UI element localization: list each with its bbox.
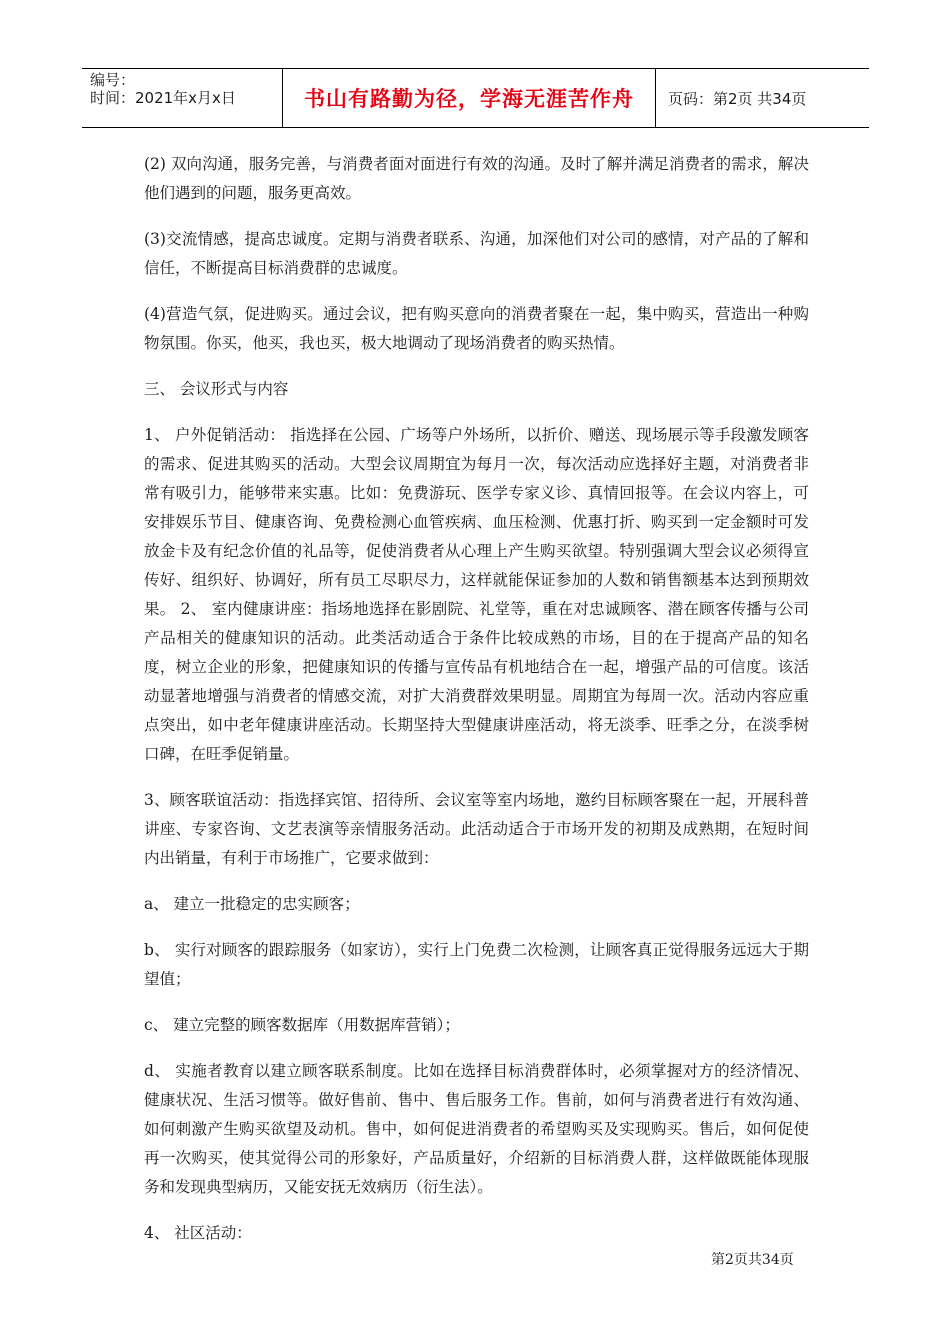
list-item: b、 实行对顾客的跟踪服务（如家访），实行上门免费二次检测，让顾客真正觉得服务远远大于期望值； <box>144 941 809 988</box>
paragraph: 4、 社区活动： <box>144 1224 252 1242</box>
page-header <box>82 68 869 128</box>
list-item: d、 实施者教育以建立顾客联系制度。比如在选择目标消费群体时，必须掌握对方的经济情况、健康状况、生活习惯等。做好售前、售中、售后服务工作。售前，如何与消费者进行有效沟通、如何刺激产生购买欲望及动机。售中，如何促进消费者的希望购买及实现购买。售后，如何促使再一次购买，使其觉得公司的形象好，产品质量好，介绍新的目标消费人群，这样做既能体现服务和发现典型病历，又能安抚无效病历（衍生法）。 <box>144 1062 809 1196</box>
paragraph: (3)交流情感，提高忠诚度。定期与消费者联系、沟通，加深他们对公司的感情，对产品的了解和信任，不断提高目标消费群的忠诚度。 <box>144 230 809 277</box>
list-item: a、 建立一批稳定的忠实顾客； <box>144 895 360 913</box>
document-date-label: 时间：2021年x月x日 <box>90 89 236 107</box>
document-number-label: 编号： <box>90 71 136 89</box>
document-body <box>144 150 809 1265</box>
paragraph: 1、 户外促销活动： 指选择在公园、广场等户外场所，以折价、赠送、现场展示等手段激发顾客的需求、促进其购买的活动。大型会议周期宜为每月一次，每次活动应选择好主题，对消费者非常有吸引力，能够带来实惠。比如：免费游玩、医学专家义诊、真情回报等。在会议内容上，可安排娱乐节目、健康咨询、免费检测心血管疾病、血压检测、优惠打折、购买到一定金额时可发放金卡及有纪念价值的礼品等，促使消费者从心理上产生购买欲望。特别强调大型会议必须得宣传好、组织好、协调好，所有员工尽职尽力，这样就能保证参加的人数和销售额基本达到预期效果。 2、 室内健康讲座：指场地选择在影剧院、礼堂等，重在对忠诚顾客、潜在顾客传播与公司产品相关的健康知识的活动。此类活动适合于条件比较成熟的市场，目的在于提高产品的知名度，树立企业的形象，把健康知识的传播与宣传品有机地结合在一起，增强产品的可信度。该活动显著地增强与消费者的情感交流，对扩大消费群效果明显。周期宜为每周一次。活动内容应重点突出，如中老年健康讲座活动。长期坚持大型健康讲座活动，将无淡季、旺季之分，在淡季树口碑，在旺季促销量。 <box>144 426 809 763</box>
section-heading: 三、 会议形式与内容 <box>144 380 289 398</box>
paragraph: (2) 双向沟通，服务完善，与消费者面对面进行有效的沟通。及时了解并满足消费者的需求，解决他们遇到的问题，服务更高效。 <box>144 155 809 202</box>
paragraph: (4)营造气氛，促进购买。通过会议，把有购买意向的消费者聚在一起，集中购买，营造出一种购物氛围。你买，他买，我也买，极大地调动了现场消费者的购买热情。 <box>144 305 809 352</box>
page-footer: 第2页共34页 <box>711 1252 794 1268</box>
header-page-number: 页码：第2页 共34页 <box>668 89 807 108</box>
header-motto: 书山有路勤为径，学海无涯苦作舟 <box>283 69 656 127</box>
header-meta-cell <box>82 69 283 127</box>
paragraph: 3、顾客联谊活动：指选择宾馆、招待所、会议室等室内场地，邀约目标顾客聚在一起，开展科普讲座、专家咨询、文艺表演等亲情服务活动。此活动适合于市场开发的初期及成熟期，在短时间内出销量，有利于市场推广，它要求做到： <box>144 791 809 867</box>
list-item: c、 建立完整的顾客数据库（用数据库营销）； <box>144 1016 460 1034</box>
